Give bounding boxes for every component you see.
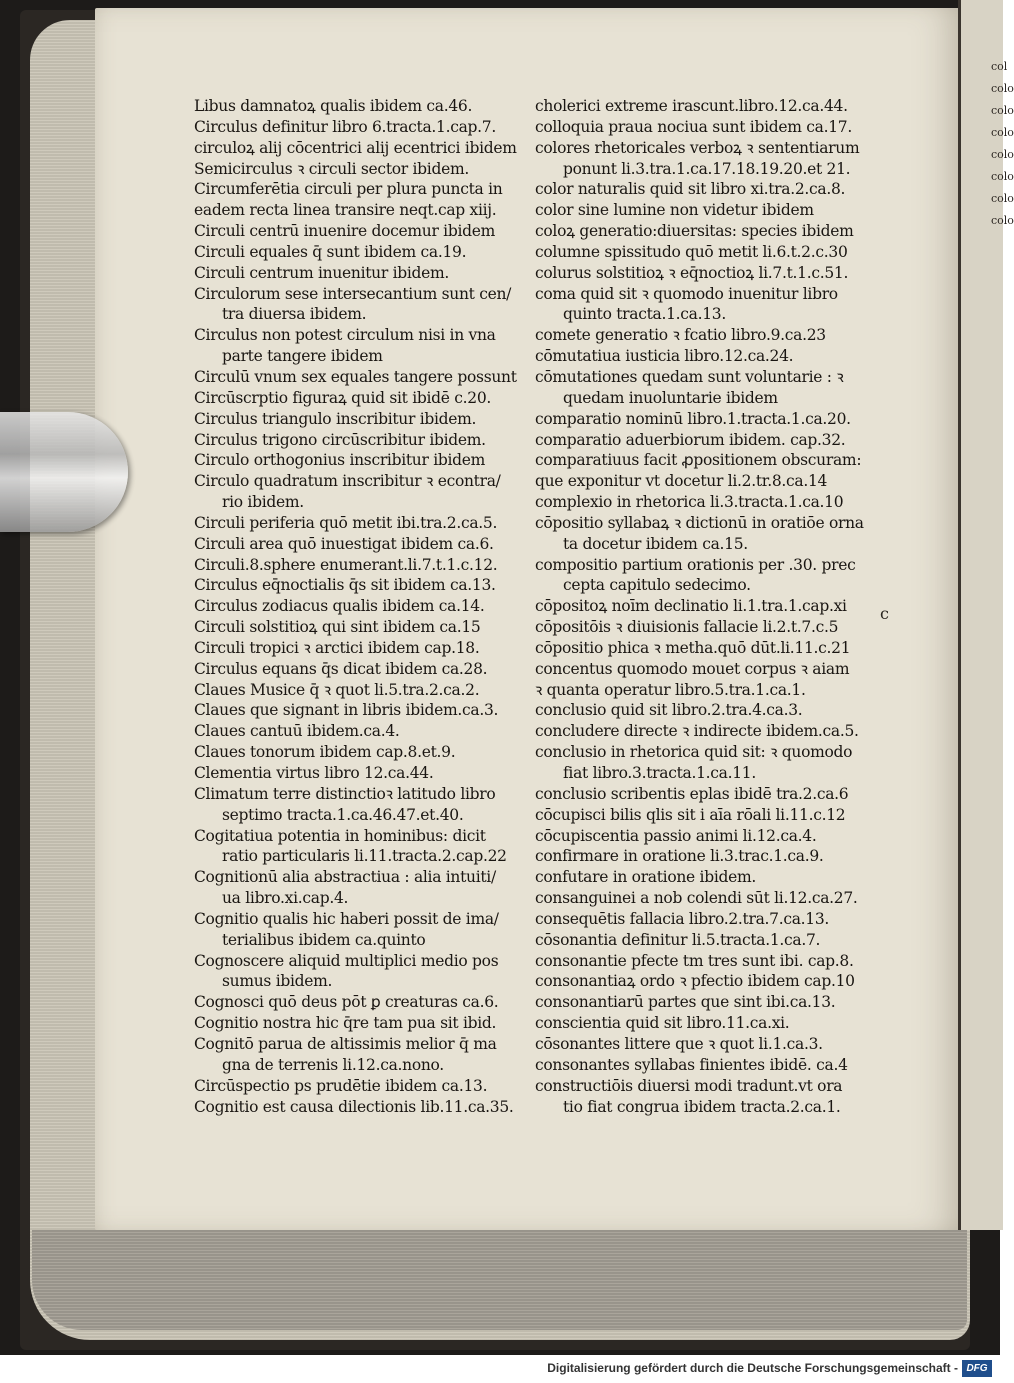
- index-entry-line: Circuli periferia quō metit ibi.tra.2.ca.5.: [194, 513, 498, 532]
- index-entry-line: Cognitio nostra hic q̄re tam pua sit ibid.: [194, 1014, 497, 1033]
- index-entry-line: Circuli equales q̄ sunt ibidem ca.19.: [194, 242, 467, 261]
- left-column: [194, 96, 534, 1117]
- index-entry-line: consonantie pfecte tm tres sunt ibi. cap.8.: [535, 951, 854, 970]
- index-entry-line: Circūscrptio figuraꝝ quid sit ibidē c.20.: [194, 388, 492, 407]
- index-entry-line: colores rhetoricales verboꝝ ꝛ sententiarum: [535, 138, 860, 157]
- facing-page-fragment: colo: [991, 82, 1014, 95]
- index-entry-line: cōmutationes quedam sunt voluntarie : ꝛ: [535, 367, 844, 386]
- index-entry-line: comparatiuus facit ꝓpositionem obscuram:: [535, 451, 862, 470]
- index-entry-line: conclusio quid sit libro.2.tra.4.ca.3.: [535, 701, 803, 720]
- facing-page-fragment: colo: [991, 104, 1014, 117]
- index-entry-line: coma quid sit ꝛ quomodo inuenitur libro: [535, 284, 838, 303]
- index-entry-line: cōpositoꝝ noīm declinatio li.1.tra.1.cap.xi: [535, 597, 847, 616]
- margin-mark: c: [880, 604, 889, 623]
- index-entry-line: que exponitur vt docetur li.2.tr.8.ca.14: [535, 472, 828, 491]
- index-entry-line: columne spissitudo quō metit li.6.t.2.c.30: [535, 242, 848, 261]
- index-entry-line: complexio in rhetorica li.3.tracta.1.ca.10: [535, 493, 844, 512]
- index-entry-line: Circulus non potest circulum nisi in vna: [194, 326, 496, 345]
- index-entry-line: comparatio aduerbiorum ibidem. cap.32.: [535, 430, 846, 449]
- index-entry-line: quinto tracta.1.ca.13.: [563, 305, 726, 324]
- index-entry-line: Circuli centrum inuenitur ibidem.: [194, 263, 450, 282]
- index-entry-line: consonantiaꝝ ordo ꝛ pfectio ibidem cap.10: [535, 972, 855, 991]
- index-entry-line: Circulus eq̄noctialis q̄s sit ibidem ca.13.: [194, 576, 496, 595]
- index-entry-line: ua libro.xi.cap.4.: [222, 889, 349, 908]
- index-entry-line: tra diuersa ibidem.: [222, 305, 367, 324]
- index-entry-line: comete generatio ꝛ fcatio libro.9.ca.23: [535, 326, 826, 345]
- index-entry-line: Claues Musice q̄ ꝛ quot li.5.tra.2.ca.2.: [194, 680, 480, 699]
- index-entry-line: cōcupiscentia passio animi li.12.ca.4.: [535, 826, 817, 845]
- facing-page-fragment: colo: [991, 214, 1014, 227]
- index-entry-line: sumus ibidem.: [222, 972, 333, 991]
- index-entry-line: Circuli area quō inuestigat ibidem ca.6.: [194, 534, 494, 553]
- index-entry-line: Circulus equans q̄s dicat ibidem ca.28.: [194, 659, 488, 678]
- index-entry-line: gna de terrenis li.12.ca.nono.: [222, 1055, 444, 1074]
- index-entry-line: consonantiarū partes que sint ibi.ca.13.: [535, 993, 836, 1012]
- index-entry-line: parte tangere ibidem: [222, 347, 383, 366]
- index-entry-line: cōpositio phica ꝛ metha.quō dūt.li.11.c.21: [535, 638, 851, 657]
- index-entry-line: ratio particularis li.11.tracta.2.cap.22: [222, 847, 507, 866]
- index-entry-line: cōpositio syllabaꝝ ꝛ dictionū in oratiōe orna: [535, 513, 864, 532]
- index-entry-line: Cognosci quō deus pōt ꝑ creaturas ca.6.: [194, 993, 499, 1012]
- index-entry-line: Clementia virtus libro 12.ca.44.: [194, 764, 434, 782]
- index-entry-line: Claues cantuū ibidem.ca.4.: [194, 722, 400, 741]
- index-entry-line: cepta capitulo sedecimo.: [563, 576, 751, 595]
- index-entry-line: Cogitatiua potentia in hominibus: dicit: [194, 826, 486, 845]
- funding-credit: Digitalisierung gefördert durch die Deutsche Forschungsgemeinschaft -: [547, 1361, 958, 1375]
- book-clamp-image: [0, 412, 128, 532]
- index-entry-line: consequētis fallacia libro.2.tra.7.ca.13.: [535, 909, 830, 928]
- index-entry-line: colloquia praua nociua sunt ibidem ca.17.: [535, 117, 852, 136]
- index-entry-line: Circuli solstitioꝝ qui sint ibidem ca.15: [194, 618, 481, 637]
- index-entry-line: conclusio in rhetorica quid sit: ꝛ quomodo: [535, 743, 853, 762]
- index-entry-line: Circulo quadratum inscribitur ꝛ econtra/: [194, 472, 501, 491]
- index-entry-line: tio fiat congrua ibidem tracta.2.ca.1.: [563, 1097, 841, 1116]
- index-entry-line: Libus damnatoꝝ qualis ibidem ca.46.: [194, 97, 473, 115]
- index-entry-line: cōsonantes littere que ꝛ quot li.1.ca.3.: [535, 1034, 823, 1053]
- index-entry-line: Cognitō parua de altissimis melior q̄ ma: [194, 1034, 497, 1053]
- index-entry-line: septimo tracta.1.ca.46.47.et.40.: [222, 805, 464, 824]
- facing-page-fragment: colo: [991, 148, 1014, 161]
- index-entry-line: Cognitionū alia abstractiua : alia intuiti/: [194, 868, 496, 887]
- index-entry-line: Semicirculus ꝛ circuli sector ibidem.: [194, 159, 469, 178]
- index-entry-line: constructiōis diuersi modi tradunt.vt ora: [535, 1076, 843, 1095]
- index-entry-line: Circūspectio ps prudētie ibidem ca.13.: [194, 1076, 488, 1095]
- index-entry-line: cōmutatiua iusticia libro.12.ca.24.: [535, 347, 794, 366]
- index-entry-line: Claues que signant in libris ibidem.ca.3.: [194, 701, 499, 720]
- facing-page-fragment: colo: [991, 126, 1014, 139]
- index-entry-line: cōsonantia definitur li.5.tracta.1.ca.7.: [535, 930, 821, 949]
- index-entry-line: Circuli tropici ꝛ arctici ibidem cap.18.: [194, 638, 480, 657]
- index-entry-line: colurus solstitioꝝ ꝛ eq̄noctioꝝ li.7.t.1.c.51.: [535, 263, 849, 282]
- index-entry-line: compositio partium orationis per .30. prec: [535, 555, 856, 574]
- index-entry-line: comparatio nominū libro.1.tracta.1.ca.20.: [535, 409, 851, 428]
- index-entry-line: confutare in oratione ibidem.: [535, 868, 757, 887]
- facing-page-fragment: colo: [991, 170, 1014, 183]
- index-entry-line: cōcupisci bilis qlis sit i aīa rōali li.11.c.12: [535, 805, 846, 824]
- index-entry-line: conclusio scribentis eplas ibidē tra.2.ca.6: [535, 784, 849, 803]
- facing-page-fragment: colo: [991, 192, 1014, 205]
- index-entry-line: Cognitio est causa dilectionis lib.11.ca.35.: [194, 1097, 514, 1116]
- facing-page-fragment: col: [991, 60, 1008, 73]
- index-entry-line: consonantes syllabas finientes ibidē. ca.4: [535, 1055, 848, 1074]
- dfg-logo[interactable]: DFG: [962, 1360, 992, 1377]
- index-entry-line: color naturalis quid sit libro xi.tra.2.ca.8.: [535, 180, 846, 199]
- index-entry-line: terialibus ibidem ca.quinto: [222, 930, 426, 949]
- index-entry-line: ta docetur ibidem ca.15.: [563, 534, 748, 553]
- index-entry-line: Cognitio qualis hic haberi possit de ima/: [194, 909, 499, 928]
- index-entry-line: consanguinei a nob colendi sūt li.12.ca.27.: [535, 889, 858, 908]
- index-entry-line: concentus quomodo mouet corpus ꝛ aiam: [535, 659, 850, 678]
- index-entry-line: Circulū vnum sex equales tangere possunt: [194, 367, 517, 386]
- index-entry-line: cōpositōis ꝛ diuisionis fallacie li.2.t.7.c.5: [535, 618, 839, 637]
- index-entry-line: Circulus triangulo inscribitur ibidem.: [194, 409, 477, 428]
- index-entry-line: Cognoscere aliquid multiplici medio pos: [194, 951, 499, 970]
- index-entry-line: Circulus definitur libro 6.tracta.1.cap.7.: [194, 117, 496, 136]
- index-entry-line: Circumferētia circuli per plura puncta in: [194, 180, 503, 199]
- index-entry-line: color sine lumine non videtur ibidem: [535, 201, 814, 220]
- footer-bar: [0, 1355, 1000, 1383]
- index-entry-line: Circulus trigono circūscribitur ibidem.: [194, 430, 486, 449]
- page-block-bottom: [32, 1230, 967, 1330]
- index-entry-line: fiat libro.3.tracta.1.ca.11.: [563, 764, 756, 782]
- index-entry-line: Circuli centrū inuenire docemur ibidem: [194, 222, 496, 241]
- index-entry-line: Circulo orthogonius inscribitur ibidem: [194, 451, 486, 470]
- index-entry-line: Climatum terre distinctioꝛ latitudo libro: [194, 784, 496, 803]
- facing-page: [958, 0, 1014, 1230]
- index-entry-line: eadem recta linea transire neqt.cap xiij.: [194, 201, 497, 220]
- index-entry-line: Circulus zodiacus qualis ibidem ca.14.: [194, 597, 485, 616]
- index-entry-line: quedam inuoluntarie ibidem: [563, 388, 778, 407]
- index-entry-line: Circulorum sese intersecantium sunt cen/: [194, 284, 512, 303]
- index-entry-line: conscientia quid sit libro.11.ca.xi.: [535, 1014, 790, 1033]
- index-entry-line: concludere directe ꝛ indirecte ibidem.ca.5.: [535, 722, 859, 741]
- index-entry-line: ꝛ quanta operatur libro.5.tra.1.ca.1.: [535, 680, 806, 699]
- index-entry-line: Claues tonorum ibidem cap.8.et.9.: [194, 743, 456, 762]
- index-entry-line: circuloꝝ alij cōcentrici alij ecentrici ibidem: [194, 138, 517, 157]
- index-entry-line: ponunt li.3.tra.1.ca.17.18.19.20.et 21.: [563, 159, 851, 178]
- index-entry-line: cholerici extreme irascunt.libro.12.ca.44.: [535, 97, 848, 115]
- index-entry-line: rio ibidem.: [222, 493, 304, 512]
- index-entry-line: confirmare in oratione li.3.trac.1.ca.9.: [535, 847, 824, 866]
- right-column: [535, 96, 875, 1117]
- index-entry-line: coloꝝ generatio:diuersitas: species ibidem: [535, 222, 854, 241]
- index-entry-line: Circuli.8.sphere enumerant.li.7.t.1.c.12.: [194, 555, 498, 574]
